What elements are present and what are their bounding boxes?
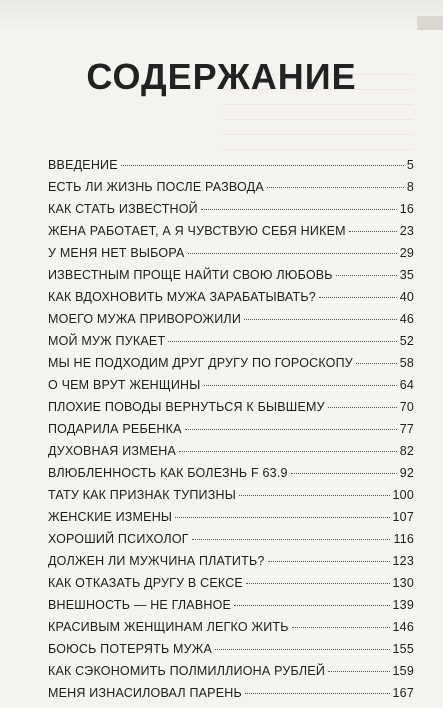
- dot-leader: [291, 473, 397, 474]
- toc-entry: [48, 444, 414, 466]
- toc-entry: [48, 356, 414, 378]
- toc-entry-title: МОЕГО МУЖА ПРИВОРОЖИЛИ: [48, 312, 242, 326]
- toc-entry-page-number: 70: [399, 400, 414, 414]
- toc-entry-page-number: 52: [399, 334, 414, 348]
- toc-entry: [48, 642, 414, 664]
- toc-entry-title: БОЮСЬ ПОТЕРЯТЬ МУЖА: [48, 642, 213, 656]
- toc-entry-title: О ЧЕМ ВРУТ ЖЕНЩИНЫ: [48, 378, 201, 392]
- toc-entry-page-number: 155: [392, 642, 414, 656]
- toc-entry: [48, 290, 414, 312]
- dot-leader: [246, 583, 390, 584]
- toc-entry: [48, 422, 414, 444]
- toc-entry: [48, 158, 414, 180]
- dot-leader: [245, 693, 390, 694]
- toc-entry-page-number: 116: [393, 532, 414, 546]
- toc-entry: [48, 246, 414, 268]
- toc-entry: [48, 664, 414, 686]
- toc-entry-page-number: 5: [406, 158, 414, 172]
- dot-leader: [215, 649, 389, 650]
- toc-entry-page-number: 64: [399, 378, 414, 392]
- toc-entry: [48, 554, 414, 576]
- toc-entry-title: МЕНЯ ИЗНАСИЛОВАЛ ПАРЕНЬ: [48, 686, 242, 700]
- toc-entry-title: ИЗВЕСТНЫМ ПРОЩЕ НАЙТИ СВОЮ ЛЮБОВЬ: [48, 268, 333, 282]
- toc-entry-title: ДУХОВНАЯ ИЗМЕНА: [48, 444, 177, 458]
- toc-entry-page-number: 146: [392, 620, 414, 634]
- toc-entry-page-number: 107: [392, 510, 414, 524]
- toc-entry: [48, 686, 414, 708]
- toc-entry-title: КАК ВДОХНОВИТЬ МУЖА ЗАРАБАТЫВАТЬ?: [48, 290, 316, 304]
- toc-entry-title: КАК СТАТЬ ИЗВЕСТНОЙ: [48, 202, 198, 216]
- toc-entry-page-number: 35: [399, 268, 414, 282]
- toc-entry-title: У МЕНЯ НЕТ ВЫБОРА: [48, 246, 185, 260]
- dot-leader: [185, 429, 397, 430]
- toc-entry-page-number: 159: [392, 664, 414, 678]
- table-of-contents: [48, 158, 414, 708]
- toc-entry-page-number: 23: [399, 224, 414, 238]
- toc-entry-title: ПЛОХИЕ ПОВОДЫ ВЕРНУТЬСЯ К БЫВШЕМУ: [48, 400, 325, 414]
- toc-entry-title: ВВЕДЕНИЕ: [48, 158, 118, 172]
- toc-entry-page-number: 130: [392, 576, 414, 590]
- dot-leader: [244, 319, 397, 320]
- toc-entry-page-number: 8: [406, 180, 414, 194]
- dot-leader: [201, 209, 397, 210]
- toc-entry-page-number: 40: [399, 290, 414, 304]
- toc-entry-page-number: 82: [399, 444, 414, 458]
- toc-entry: [48, 488, 414, 510]
- dot-leader: [204, 385, 397, 386]
- toc-entry: [48, 224, 414, 246]
- dot-leader: [192, 539, 391, 540]
- toc-entry: [48, 510, 414, 532]
- toc-entry-page-number: 167: [392, 686, 414, 700]
- toc-entry: [48, 576, 414, 598]
- toc-entry-page-number: 77: [399, 422, 414, 436]
- toc-entry: [48, 378, 414, 400]
- toc-entry-page-number: 100: [392, 488, 414, 502]
- toc-entry-title: КАК ОТКАЗАТЬ ДРУГУ В СЕКСЕ: [48, 576, 243, 590]
- toc-entry-title: ТАТУ КАК ПРИЗНАК ТУПИЗНЫ: [48, 488, 236, 502]
- toc-entry: [48, 466, 414, 488]
- dot-leader: [319, 297, 397, 298]
- toc-entry-title: ВНЕШНОСТЬ — НЕ ГЛАВНОЕ: [48, 598, 232, 612]
- dot-leader: [328, 671, 390, 672]
- dot-leader: [292, 627, 390, 628]
- toc-entry: [48, 268, 414, 290]
- toc-entry: [48, 620, 414, 642]
- toc-entry-title: ДОЛЖЕН ЛИ МУЖЧИНА ПЛАТИТЬ?: [48, 554, 265, 568]
- toc-entry: [48, 598, 414, 620]
- toc-entry: [48, 400, 414, 422]
- toc-entry-title: МОЙ МУЖ ПУКАЕТ: [48, 334, 166, 348]
- toc-entry-page-number: 29: [399, 246, 414, 260]
- toc-entry-page-number: 16: [399, 202, 414, 216]
- toc-entry-page-number: 139: [392, 598, 414, 612]
- dot-leader: [179, 451, 397, 452]
- toc-entry-title: ПОДАРИЛА РЕБЕНКА: [48, 422, 182, 436]
- toc-entry-page-number: 123: [392, 554, 414, 568]
- page-title: СОДЕРЖАНИЕ: [86, 56, 357, 97]
- dot-leader: [234, 605, 389, 606]
- dot-leader: [268, 561, 390, 562]
- toc-entry-title: ЖЕНСКИЕ ИЗМЕНЫ: [48, 510, 173, 524]
- toc-entry: [48, 334, 414, 356]
- dot-leader: [188, 253, 397, 254]
- toc-entry-title: МЫ НЕ ПОДХОДИМ ДРУГ ДРУГУ ПО ГОРОСКОПУ: [48, 356, 353, 370]
- dot-leader: [121, 165, 404, 166]
- toc-entry-page-number: 58: [399, 356, 414, 370]
- toc-entry: [48, 180, 414, 202]
- dot-leader: [267, 187, 404, 188]
- toc-entry: [48, 532, 414, 554]
- dot-leader: [336, 275, 397, 276]
- toc-entry-page-number: 46: [399, 312, 414, 326]
- dot-leader: [239, 495, 390, 496]
- dot-leader: [175, 517, 389, 518]
- toc-entry-title: КАК СЭКОНОМИТЬ ПОЛМИЛЛИОНА РУБЛЕЙ: [48, 664, 326, 678]
- toc-entry-title: ХОРОШИЙ ПСИХОЛОГ: [48, 532, 189, 546]
- dot-leader: [168, 341, 396, 342]
- toc-entry: [48, 312, 414, 334]
- toc-entry-title: КРАСИВЫМ ЖЕНЩИНАМ ЛЕГКО ЖИТЬ: [48, 620, 289, 634]
- page-edge-tab: [417, 16, 443, 30]
- dot-leader: [349, 231, 397, 232]
- toc-entry-title: ЖЕНА РАБОТАЕТ, А Я ЧУВСТВУЮ СЕБЯ НИКЕМ: [48, 224, 346, 238]
- toc-entry-title: ЕСТЬ ЛИ ЖИЗНЬ ПОСЛЕ РАЗВОДА: [48, 180, 264, 194]
- toc-entry: [48, 202, 414, 224]
- dot-leader: [356, 363, 397, 364]
- toc-entry-page-number: 92: [399, 466, 414, 480]
- dot-leader: [328, 407, 397, 408]
- page-top-shadow: [0, 0, 443, 30]
- toc-entry-title: ВЛЮБЛЕННОСТЬ КАК БОЛЕЗНЬ F 63.9: [48, 466, 288, 480]
